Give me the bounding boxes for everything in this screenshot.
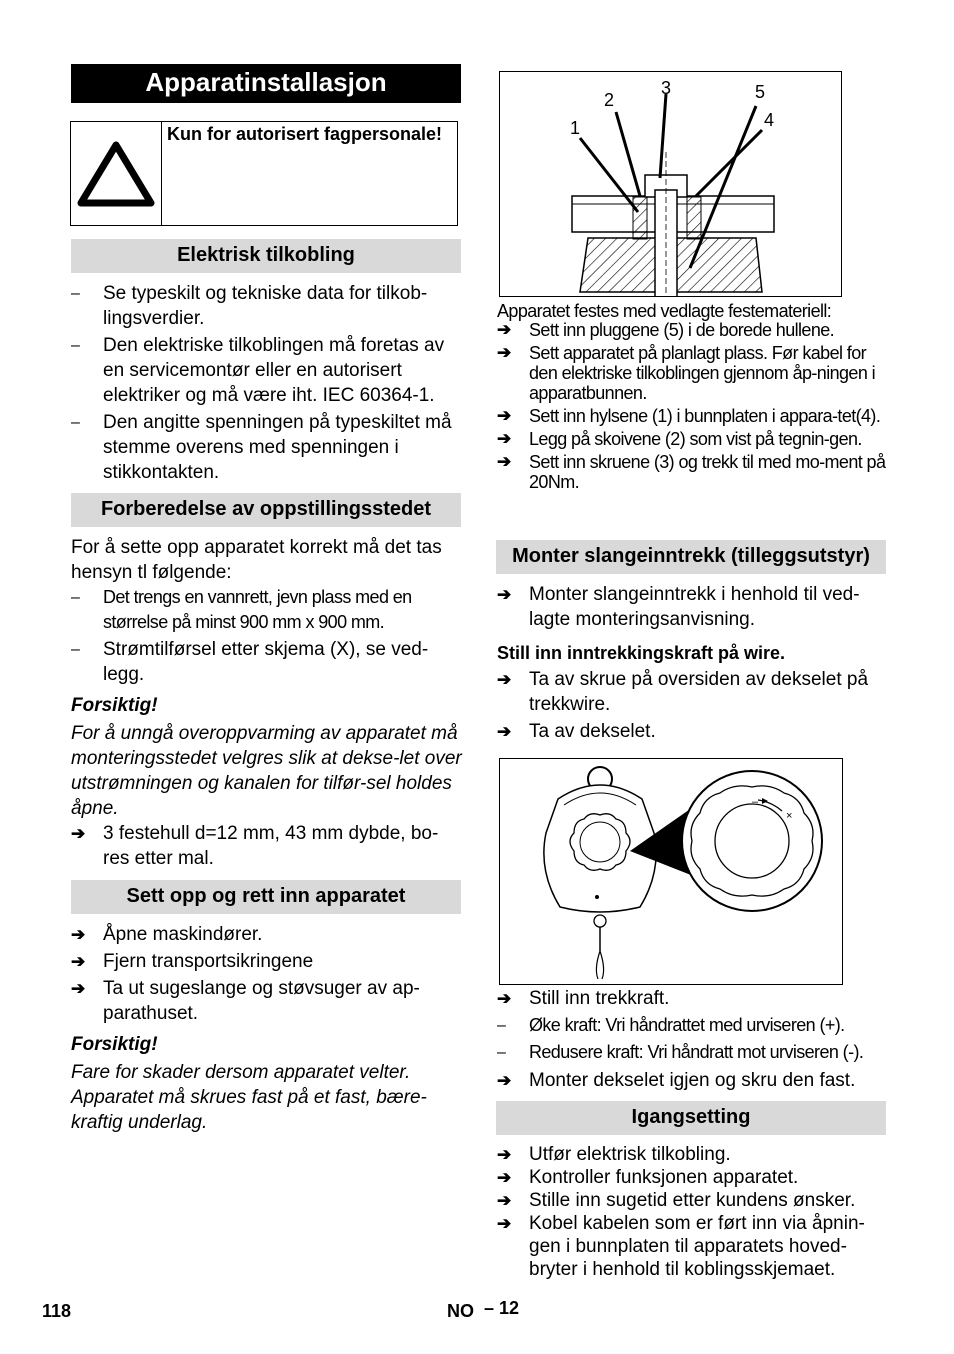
list-item: ➔ Ta av skrue på oversiden av dekselet på trekkwire. xyxy=(497,667,887,717)
list-item: ➔ Sett inn hylsene (1) i bunnplaten i appara-tet(4). xyxy=(497,406,887,426)
list-item: ➔ 3 festehull d=12 mm, 43 mm dybde, bo-res etter mal. xyxy=(71,821,463,871)
refit-list xyxy=(497,1068,887,1093)
section-header-electrical: Elektrisk tilkobling xyxy=(71,239,461,273)
warning-icon xyxy=(71,122,162,225)
reel-drawing xyxy=(500,759,843,985)
list-item: ➔ Monter dekselet igjen og skru den fast. xyxy=(497,1068,887,1093)
list-item: – Strømtilførsel etter skjema (X), se ved-legg. xyxy=(71,637,461,687)
warning-text: Kun for autorisert fagpersonale! xyxy=(167,124,443,144)
list-item: – Den angitte spenningen på typeskiltet må stemme overens med spenningen i stikkontakten. xyxy=(71,410,461,485)
decrease-mark: – xyxy=(752,796,759,808)
list-item: – Den elektriske tilkoblingen må foretas av en servicemontør eller en autorisert elektriker og må være iht. IEC 60364-1. xyxy=(71,333,461,408)
figure-label: 2 xyxy=(604,90,615,110)
figure-label: 3 xyxy=(661,78,672,98)
figure-label: 1 xyxy=(570,118,581,138)
caution-text: Fare for skader dersom apparatet velter. Apparatet må skrues fast på et fast, bære-kraftig underlag. xyxy=(71,1062,427,1133)
section-header-hose-reel: Monter slangeinntrekk (tilleggsutstyr) xyxy=(496,540,886,574)
sub-page-number: – 12 xyxy=(484,1298,520,1318)
reel-figure xyxy=(499,758,843,985)
section-header-commissioning: Igangsetting xyxy=(496,1101,886,1135)
list-item: ➔ Ta av dekselet. xyxy=(497,719,887,744)
page-number: 118 xyxy=(42,1301,72,1321)
electrical-list xyxy=(71,281,461,485)
site-prep-intro: For å sette opp apparatet korrekt må det tas hensyn tl følgende: xyxy=(71,537,442,583)
list-item: ➔ Sett inn skruene (3) og trekk til med mo-ment på 20Nm. xyxy=(497,452,887,492)
list-item: ➔ Fjern transportsikringene xyxy=(71,949,463,974)
mounting-drawing xyxy=(500,72,842,297)
cover-list xyxy=(497,667,887,744)
tension-details xyxy=(497,1013,887,1065)
caution-title: Forsiktig! xyxy=(71,1034,158,1055)
list-item: ➔ Utfør elektrisk tilkobling. xyxy=(497,1143,889,1166)
list-item: – Redusere kraft: Vri håndratt mot urviseren (-). xyxy=(497,1040,887,1065)
list-item: ➔ Legg på skoivene (2) som vist på tegnin-gen. xyxy=(497,429,887,449)
page-title: Apparatinstallasjon xyxy=(71,64,461,103)
warning-box xyxy=(70,121,458,226)
figure-label: 5 xyxy=(755,82,766,102)
section-header-site-prep: Forberedelse av oppstillingsstedet xyxy=(71,493,461,527)
list-item: ➔ Kobel kabelen som er ført inn via åpnin-gen i bunnplaten til apparatets hoved-bryter i henhold til koblingsskjemaet. xyxy=(497,1212,889,1281)
setup-list xyxy=(71,922,463,1026)
list-item: ➔ Stille inn sugetid etter kundens ønsker. xyxy=(497,1189,889,1212)
site-prep-list xyxy=(71,585,461,687)
list-item: ➔ Sett apparatet på planlagt plass. Før kabel for den elektriske tilkoblingen gjennom åp-ningen i apparatbunnen. xyxy=(497,343,887,403)
section-header-setup: Sett opp og rett inn apparatet xyxy=(71,880,461,914)
list-item: ➔ Ta ut sugeslange og støvsuger av ap-parathuset. xyxy=(71,976,463,1026)
list-item: ➔ Sett inn pluggene (5) i de borede hullene. xyxy=(497,320,887,340)
list-item: ➔ Åpne maskindører. xyxy=(71,922,463,947)
mounting-figure xyxy=(499,71,842,297)
language-code: NO xyxy=(447,1301,474,1321)
commissioning-list xyxy=(497,1143,889,1281)
figure-caption: Apparatet festes med vedlagte festemateriell: xyxy=(497,301,832,321)
increase-mark: × xyxy=(786,810,793,822)
list-item: ➔ Kontroller funksjonen apparatet. xyxy=(497,1166,889,1189)
list-item: – Øke kraft: Vri håndrattet med urviseren (+). xyxy=(497,1013,887,1038)
figure-label: 4 xyxy=(764,110,775,130)
caution-text: For å unngå overoppvarming av apparatet må monteringsstedet velgres slik at dekse-let over utstrømningen og kanalen for tilfør-sel holdes åpne. xyxy=(71,723,462,819)
list-item: – Se typeskilt og tekniske data for tilkob-lingsverdier. xyxy=(71,281,461,331)
drill-instruction xyxy=(71,821,463,871)
hose-reel-list xyxy=(497,582,887,632)
tension-list xyxy=(497,986,887,1011)
caution-title: Forsiktig! xyxy=(71,695,158,716)
list-item: ➔ Still inn trekkraft. xyxy=(497,986,887,1011)
mounting-list xyxy=(497,320,887,495)
list-item: – Det trengs en vannrett, jevn plass med en størrelse på minst 900 mm x 900 mm. xyxy=(71,585,461,635)
list-item: ➔ Monter slangeinntrekk i henhold til ved-lagte monteringsanvisning. xyxy=(497,582,887,632)
subheading: Still inn inntrekkingskraft på wire. xyxy=(497,643,786,663)
